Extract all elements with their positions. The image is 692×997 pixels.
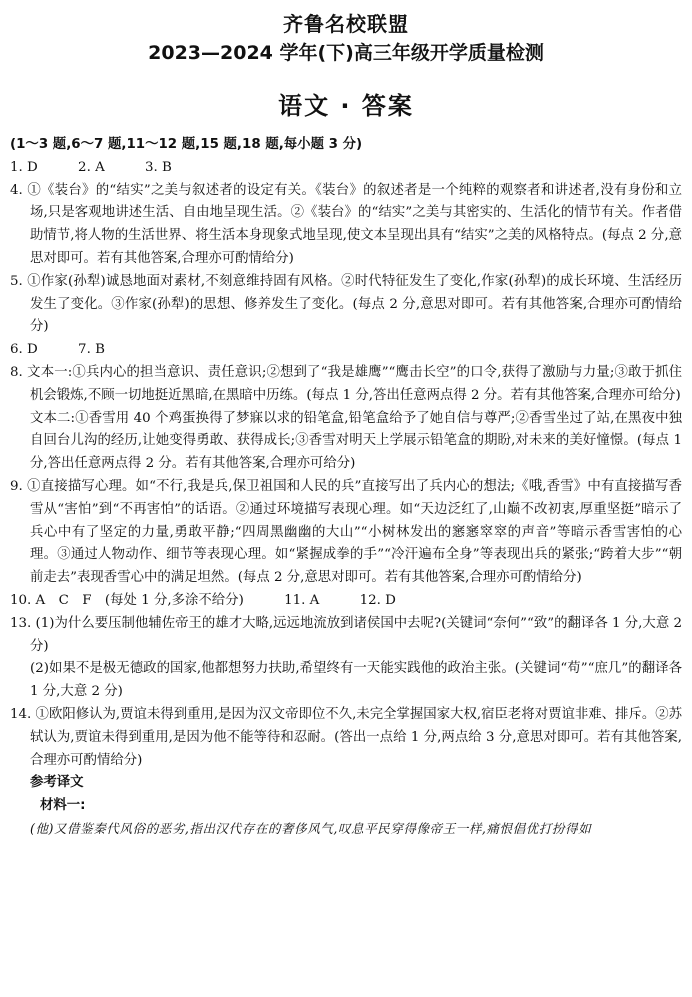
answers-row-10-12 <box>10 590 682 613</box>
subject-title: 语文 · 答案 <box>278 92 414 120</box>
answers-row-1-3 <box>10 157 682 180</box>
reference-translation-title: 参考译文 <box>30 775 84 791</box>
answer-q11: 11. A <box>284 592 320 608</box>
material-one-label: 材料一: <box>40 798 86 814</box>
org-title: 齐鲁名校联盟 <box>283 12 409 36</box>
answer-q14: 14. ①欧阳修认为,贾谊未得到重用,是因为汉文帝即位不久,未完全掌握国家大权,宿臣老将对贾谊非难、排斥。②苏轼认为,贾谊未得到重用,是因为他不能等待和忍耐。(答出一点给 1 分,两点给 3 分,意思对即可。若有其他答案,合理亦可酌情给分) <box>10 706 682 768</box>
scoring-note: (1～3 题,6～7 题,11～12 题,15 题,18 题,每小题 3 分) <box>10 137 363 152</box>
answer-q3: 3. B <box>145 159 172 175</box>
answer-q9: 9. ①直接描写心理。如“不行,我是兵,保卫祖国和人民的兵”直接写出了兵内心的想法;《哦,香雪》中有直接描写香雪从“害怕”到“不再害怕”的话语。②通过环境描写表现心理。如“天边泛红了,山巅不改初衷,厚重坚挺”暗示了兵心中有了坚定的力量,勇敢平静;“四周黑幽幽的大山”“小树林发出的窸窸窣窣的声音”等暗示香雪害怕的心理。③通过人物动作、细节等表现心理。如“紧握成拳的手”“冷汗遍布全身”等表现出兵的紧张;“跨着大步”“朝前走去”表现香雪心中的满足坦然。(每点 2 分,意思对即可。若有其他答案,合理亦可酌情给分) <box>10 478 682 586</box>
answers-row-6-7 <box>10 339 682 362</box>
answer-q1: 1. D <box>10 159 38 175</box>
answer-q10: 10. A C F (每处 1 分,多涂不给分) <box>10 592 244 608</box>
answer-q13-1: 13. (1)为什么要压制他辅佐帝王的雄才大略,远远地流放到诸侯国中去呢?(关键词“奈何”“致”的翻译各 1 分,大意 2 分) <box>10 615 682 654</box>
answer-q4: 4. ①《装台》的“结实”之美与叙述者的设定有关。《装台》的叙述者是一个纯粹的观察者和讲述者,没有身份和立场,只是客观地讲述生活、自由地呈现生活。②《装台》的“结实”之美与其密实的、生活化的情节有关。作者借助情节,将人物的生活世界、将生活本身现象式地呈现,使文本呈现出具有“结实”之美的风格特点。(每点 2 分,意思对即可。若有其他答案,合理亦可酌情给分) <box>10 182 682 266</box>
answer-q13-2: (2)如果不是极无德政的国家,他都想努力扶助,希望终有一天能实践他的政治主张。(关键词“苟”“庶几”的翻译各 1 分,大意 2 分) <box>30 661 682 700</box>
exam-title: 2023—2024 学年(下)高三年级开学质量检测 <box>148 42 544 64</box>
answer-q2: 2. A <box>78 159 105 175</box>
translation-line: (他)又借鉴秦代风俗的恶劣,指出汉代存在的奢侈风气,叹息平民穿得像帝王一样,痛恨倡优打扮得如 <box>30 820 592 836</box>
answer-q7: 7. B <box>78 342 105 358</box>
answer-q5: 5. ①作家(孙犁)诚恳地面对素材,不刻意维持固有风格。②时代特征发生了变化,作家(孙犁)的成长环境、生活经历发生了变化。③作家(孙犁)的思想、修养发生了变化。(每点 2 分,意思对即可。若有其他答案,合理亦可酌情给分) <box>10 273 682 335</box>
answer-q8-text1: 8. 文本一:①兵内心的担当意识、责任意识;②想到了“我是雄鹰”“鹰击长空”的口令,获得了激励与力量;③敢于抓住机会锻炼,不顾一切地挺近黑暗,在黑暗中历练。(每点 1 分,答出任意两点得 2 分。若有其他答案,合理亦可给分) <box>10 364 682 403</box>
answer-q6: 6. D <box>10 342 38 358</box>
answer-q8-text2: 文本二:①香雪用 40 个鸡蛋换得了梦寐以求的铅笔盒,铅笔盒给予了她自信与尊严;②香雪坐过了站,在黑夜中独自回台儿沟的经历,让她变得勇敢、获得成长;③香雪对明天上学展示铅笔盒的期盼,对未来的美好憧憬。(每点 1 分,答出任意两点得 2 分。若有其他答案,合理亦可给分) <box>30 410 682 472</box>
answer-q12: 12. D <box>359 592 396 608</box>
answer-body <box>10 134 682 841</box>
